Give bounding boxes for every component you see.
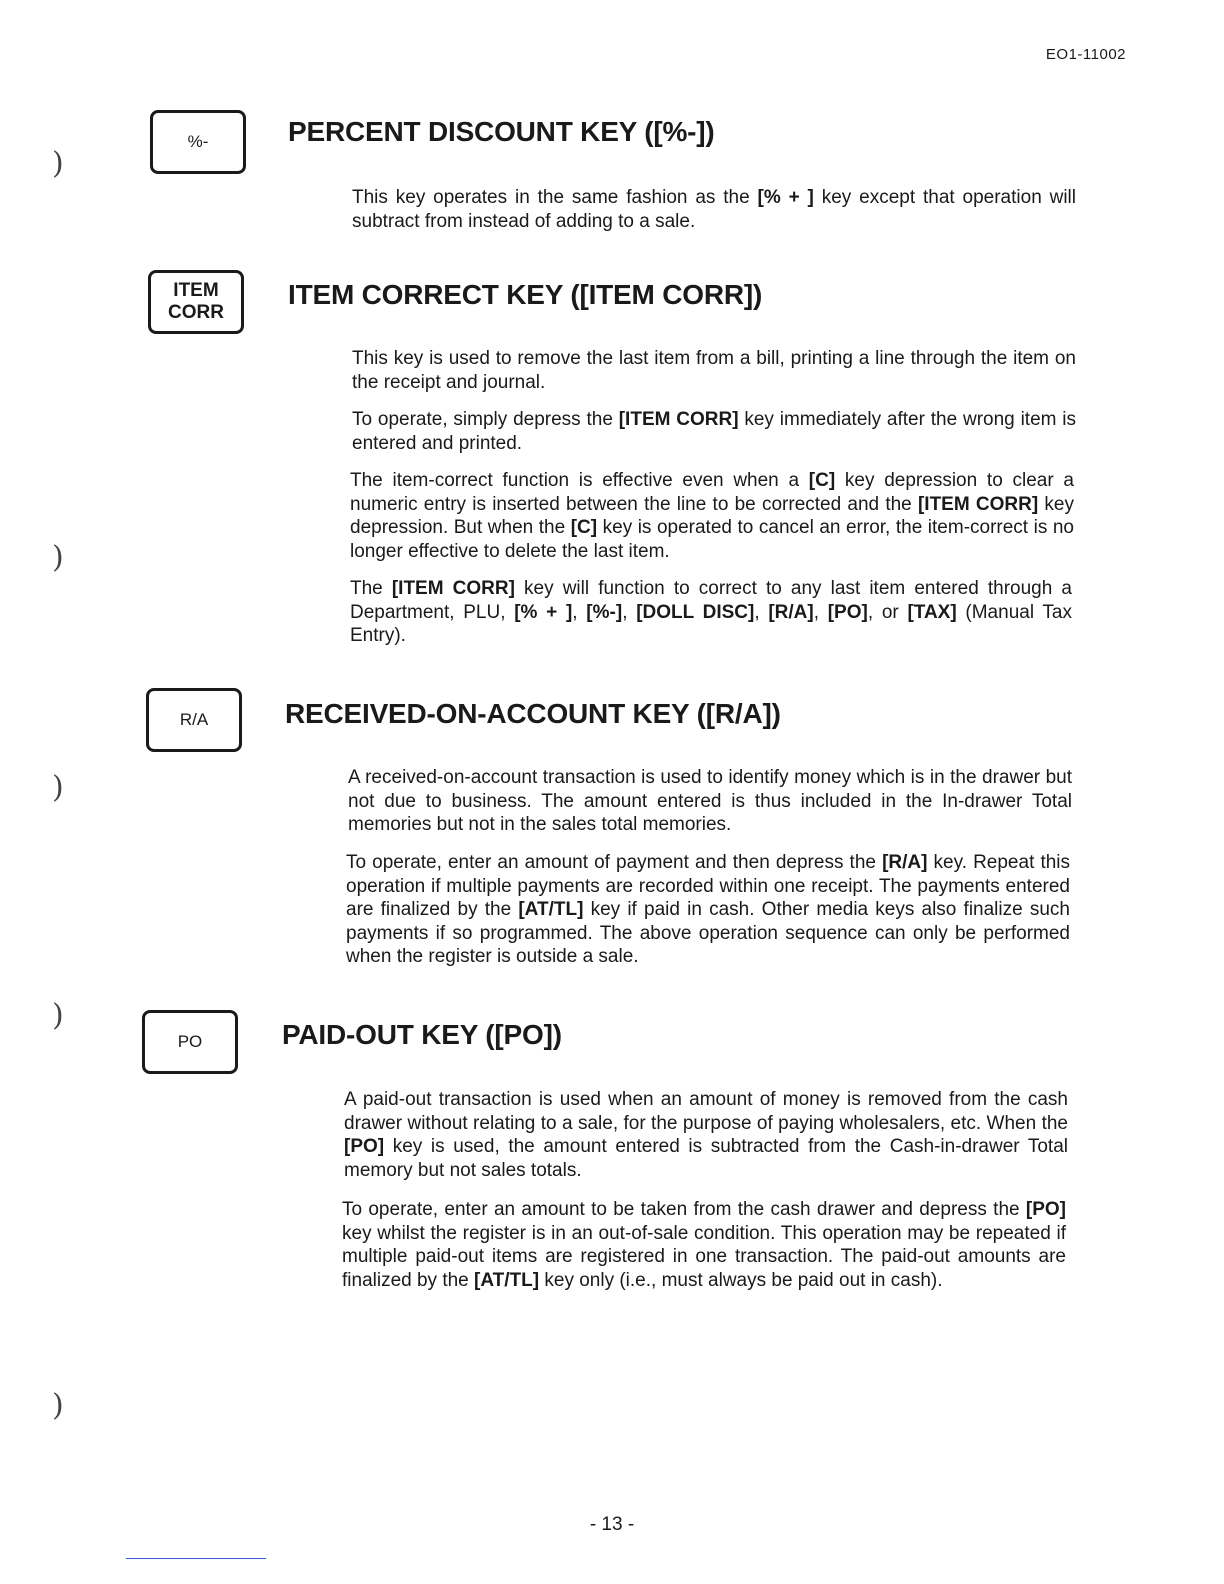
section-paragraph: A paid-out transaction is used when an amount of money is removed from the cash drawer without relating to a sale, for the purpose of paying wholesalers, etc. When the [PO] key is used, the amount entered is subtracted from the Cash-in-drawer Total memory but not sales totals. [344,1089,1068,1181]
binding-hole-mark: ) [52,998,64,1033]
percent-discount-key-icon [150,110,246,174]
section-paragraph: To operate, enter an amount to be taken from the cash drawer and depress the [PO] key whilst the register is in an out-of-sale condition. This operation may be repeated if multiple paid-out items are registered in one transaction. The paid-out amounts are finalized by the [AT/TL] key only (i.e., must always be paid out in cash). [342,1199,1066,1291]
key-label: PO [177,1032,203,1051]
page-number: - 13 - [589,1514,635,1535]
section-paragraph: To operate, simply depress the [ITEM CORR] key immediately after the wrong item is entered and printed. [352,409,1077,454]
binding-hole-mark: ) [52,540,64,575]
section-heading: ITEM CORRECT KEY ([ITEM CORR]) [288,279,763,310]
binding-hole-mark: ) [52,770,64,805]
key-label: CORR [168,302,224,323]
section-paragraph: To operate, enter an amount of payment and then depress the [R/A] key. Repeat this operation if multiple payments are recorded within one receipt. The payments entered are finalized by the [AT/TL] key if paid in cash. Other media keys also finalize such payments if so programmed. The above operation sequence can only be performed when the register is outside a sale. [346,852,1071,967]
section-paragraph: The [ITEM CORR] key will function to correct to any last item entered through a Department, PLU, [% + ], [%-], [DOLL DISC], [R/A], [PO], or [TAX] (Manual Tax Entry). [350,578,1072,646]
section-heading: PERCENT DISCOUNT KEY ([%-]) [288,116,715,147]
key-label: ITEM [173,280,219,301]
section-paragraph: This key operates in the same fashion as the [% + ] key except that operation will subtract from instead of adding to a sale. [352,187,1077,232]
section-heading: PAID-OUT KEY ([PO]) [282,1019,562,1050]
binding-hole-mark: ) [52,1388,64,1423]
footer-rule [126,1558,266,1559]
key-label: R/A [179,710,209,729]
paid-out-key-icon [142,1010,238,1074]
item-correct-key-icon [148,270,244,334]
section-paragraph: A received-on-account transaction is used to identify money which is in the drawer but not due to business. The amount entered is thus included in the In-drawer Total memories but not in the sales total memories. [348,767,1072,835]
received-on-account-key-icon [146,688,242,752]
document-code: EO1-11002 [1045,46,1126,63]
section-paragraph: This key is used to remove the last item from a bill, printing a line through the item on the receipt and journal. [352,348,1076,393]
section-paragraph: The item-correct function is effective even when a [C] key depression to clear a numeric entry is inserted between the line to be corrected and the [ITEM CORR] key depression. But when the [C] key is operated to cancel an error, the item-correct is no longer effective to delete the last item. [350,470,1074,562]
key-label: %- [187,132,209,151]
section-heading: RECEIVED-ON-ACCOUNT KEY ([R/A]) [285,698,781,729]
binding-hole-mark: ) [52,146,64,181]
